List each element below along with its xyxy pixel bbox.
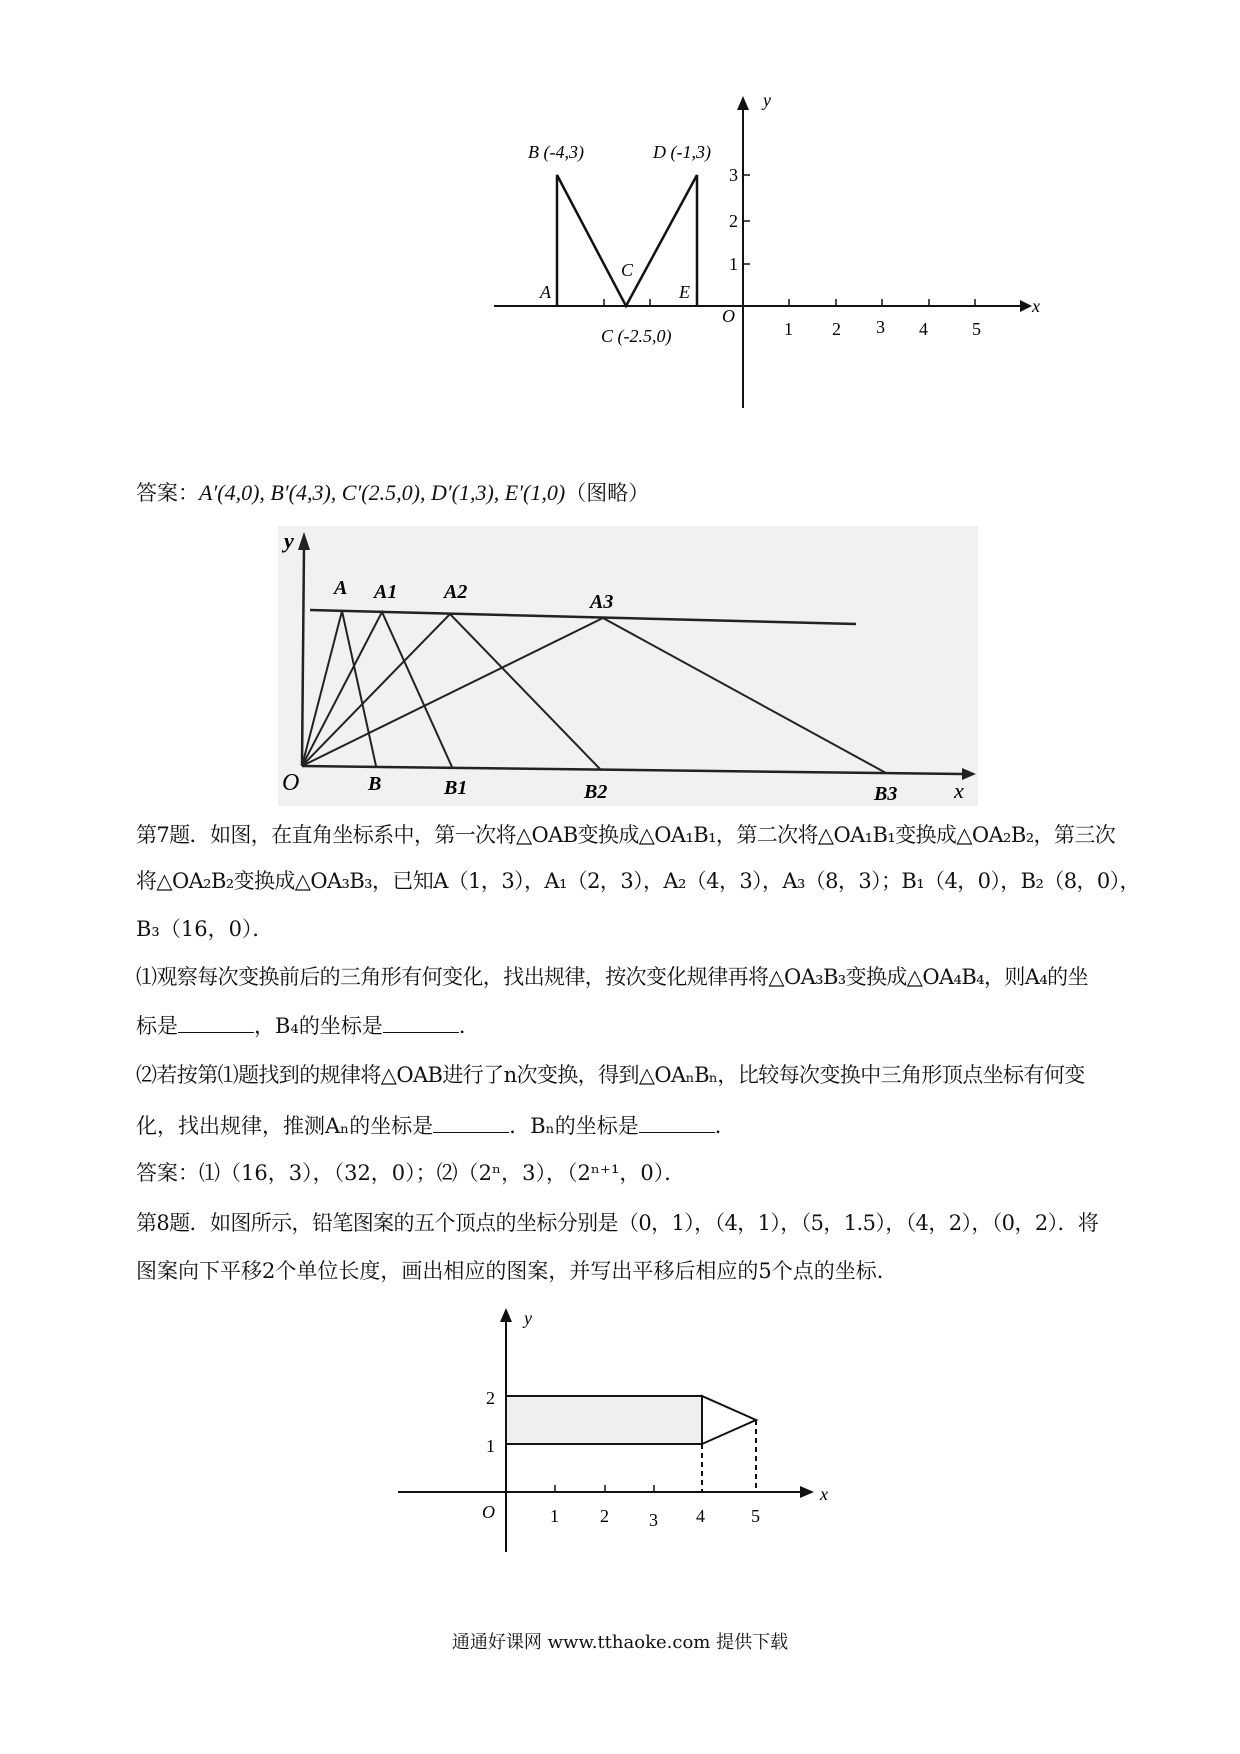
figure-pencil xyxy=(390,1300,850,1570)
point-c-upper-label: C xyxy=(621,260,634,280)
q7-part2-end: ． xyxy=(714,1114,736,1138)
label-b: B xyxy=(368,773,382,795)
figure-m-shape xyxy=(480,90,1040,420)
x-axis-label: x xyxy=(1032,296,1040,316)
fig2-y-label: y xyxy=(284,528,294,553)
x-axis-arrow xyxy=(1020,300,1032,312)
origin-label: O xyxy=(722,306,735,326)
label-b3: B3 xyxy=(874,783,898,805)
fig3-x-arrow xyxy=(800,1486,814,1498)
x-tick-5: 5 xyxy=(972,319,981,339)
answer-suffix: （图略） xyxy=(565,481,650,505)
blank-a4[interactable] xyxy=(178,1010,254,1033)
answer-prefix: 答案： xyxy=(136,481,199,505)
fig3-x-tick-2: 2 xyxy=(600,1506,609,1526)
q7-part2-middle: ．Bₙ的坐标是 xyxy=(509,1114,639,1138)
q7-part1-prefix: 标是 xyxy=(136,1014,178,1038)
y-axis-label: y xyxy=(763,90,771,110)
label-b1: B1 xyxy=(444,777,468,799)
fig3-x-label: x xyxy=(820,1484,828,1504)
figure-triangles xyxy=(278,526,978,806)
page-footer: 通通好课网 www.tthaoke.com 提供下载 xyxy=(451,1632,789,1653)
blank-bn[interactable] xyxy=(639,1110,715,1133)
q7-part2-line1: ⑵若按第⑴题找到的规律将△OAB进行了n次变换，得到△OAₙBₙ，比较每次变换中三角形顶点坐标有何变 xyxy=(136,1063,1085,1087)
q7-line3: B₃（16，0）． xyxy=(136,917,274,941)
y-tick-3: 3 xyxy=(729,165,738,185)
fig3-y-arrow xyxy=(500,1308,512,1322)
q7-part2-line2 xyxy=(136,1110,1120,1141)
y-tick-1: 1 xyxy=(729,254,738,274)
q7-part1-line1: ⑴观察每次变换前后的三角形有何变化，找出规律，按次变化规律再将△OA₃B₃变换成△OA₄B₄，则A₄的坐 xyxy=(136,965,1088,989)
q7-line1: 第7题．如图，在直角坐标系中，第一次将△OAB变换成△OA₁B₁，第二次将△OA₁B₁变换成△OA₂B₂，第三次 xyxy=(136,823,1116,847)
fig2-x-label: x xyxy=(954,778,964,803)
label-a1: A1 xyxy=(374,581,398,603)
answer-q6 xyxy=(136,478,1120,508)
x-tick-2: 2 xyxy=(832,319,841,339)
label-a: A xyxy=(334,577,348,599)
blank-an[interactable] xyxy=(433,1110,509,1133)
y-tick-2: 2 xyxy=(729,211,738,231)
fig3-origin-label: O xyxy=(482,1502,495,1522)
x-tick-4: 4 xyxy=(919,319,928,339)
x-tick-3: 3 xyxy=(876,317,885,337)
fig2-origin-label: O xyxy=(282,770,300,796)
fig3-x-tick-5: 5 xyxy=(751,1506,760,1526)
pencil-body xyxy=(506,1396,702,1444)
fig3-x-tick-1: 1 xyxy=(550,1506,559,1526)
m-shape-polyline xyxy=(557,175,697,306)
q7-part1-line2 xyxy=(136,1010,1120,1041)
q8-line2: 图案向下平移2个单位长度，画出相应的图案，并写出平移后相应的5个点的坐标． xyxy=(136,1259,898,1283)
answer-coordinates: A′(4,0), B′(4,3), C′(2.5,0), D′(1,3), E′(1,0) xyxy=(199,480,566,505)
x-tick-1: 1 xyxy=(784,319,793,339)
q7-part1-end: ． xyxy=(458,1014,480,1038)
point-b-label: B (-4,3) xyxy=(528,142,584,162)
fig3-x-tick-3: 3 xyxy=(649,1510,658,1530)
fig3-y-label: y xyxy=(524,1308,532,1328)
label-a3: A3 xyxy=(590,591,614,613)
q7-part2-prefix: 化，找出规律，推测Aₙ的坐标是 xyxy=(136,1114,434,1138)
label-a2: A2 xyxy=(444,581,468,603)
point-d-label: D (-1,3) xyxy=(653,142,711,162)
pencil-tip xyxy=(702,1396,756,1444)
q7-answer: 答案：⑴（16，3），（32，0）；⑵（2ⁿ，3），（2ⁿ⁺¹，0）． xyxy=(136,1161,686,1185)
fig3-y-tick-2: 2 xyxy=(486,1388,495,1408)
q7-part1-middle: ，B₄的坐标是 xyxy=(254,1014,383,1038)
point-c-lower-label: C (-2.5,0) xyxy=(601,326,672,346)
fig3-x-tick-4: 4 xyxy=(696,1506,705,1526)
fig3-y-tick-1: 1 xyxy=(486,1436,495,1456)
q8-line1: 第8题．如图所示，铅笔图案的五个顶点的坐标分别是（0，1），（4，1），（5，1.5），（4，2），（0，2）．将 xyxy=(136,1211,1099,1235)
label-b2: B2 xyxy=(584,781,608,803)
point-a-label: A xyxy=(540,282,551,302)
point-e-label: E xyxy=(679,282,690,302)
y-axis-arrow xyxy=(737,96,749,110)
blank-b4[interactable] xyxy=(383,1010,459,1033)
q7-line2: 将△OA₂B₂变换成△OA₃B₃，已知A（1，3），A₁（2，3），A₂（4，3），A₃（8，3）；B₁（4，0），B₂（8，0）， xyxy=(136,869,1140,893)
